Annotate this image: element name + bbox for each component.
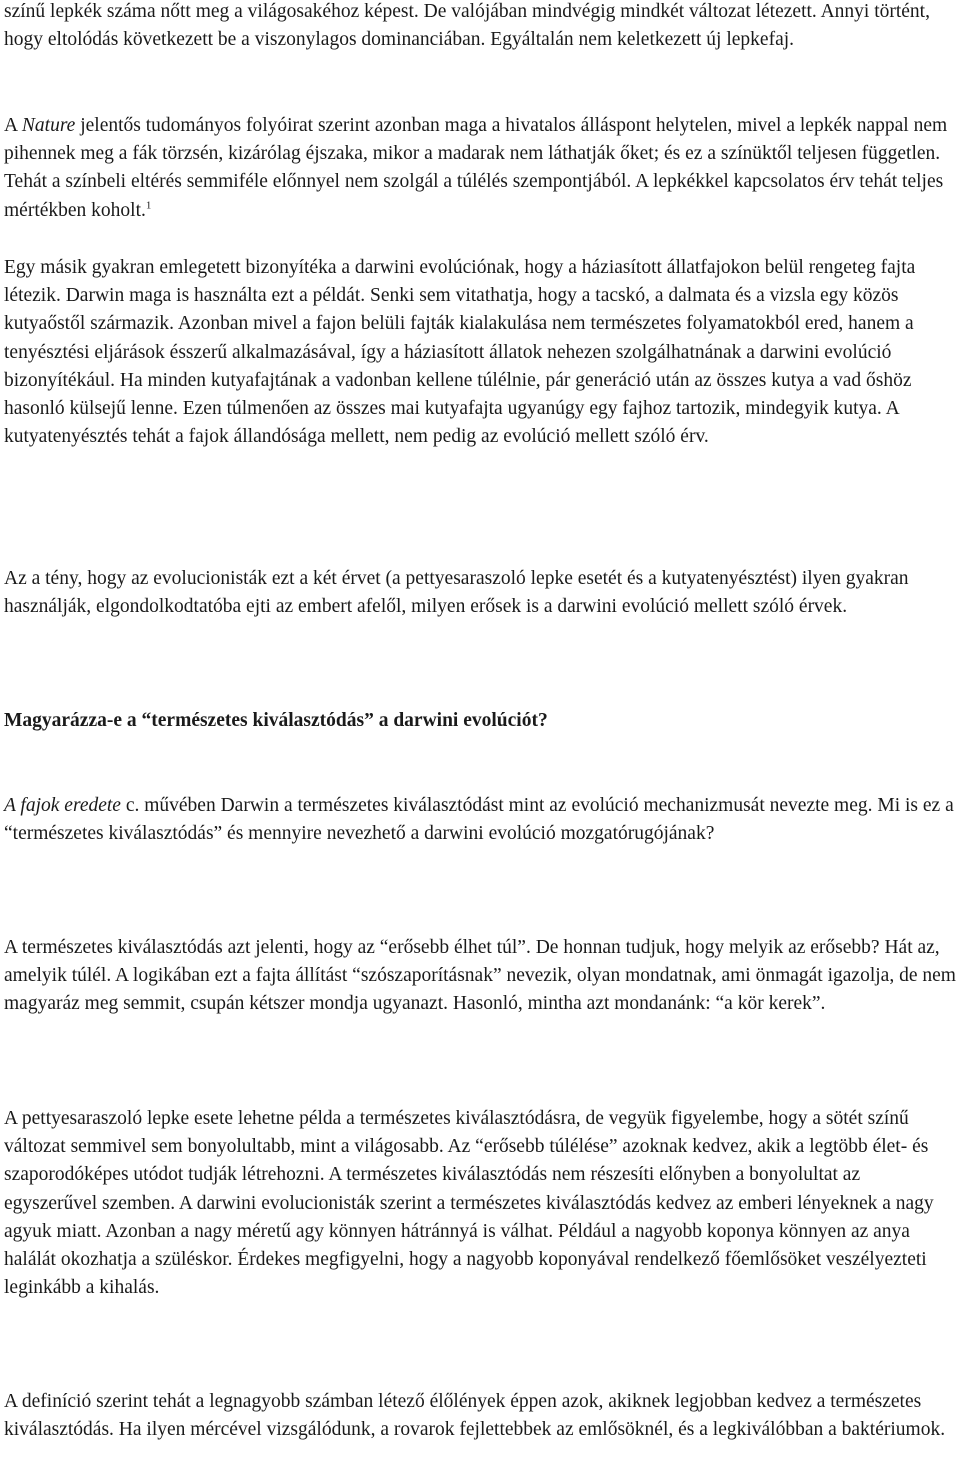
- paragraph-8: [4, 1388, 956, 1444]
- paragraph-3-text: Egy másik gyakran emlegetett bizonyítéka a darwini evolúciónak, hogy a háziasított állatfajokon belül rengeteg fajta létezik. Darwin maga is használta ezt a példát. Senki sem vitathatja, hogy a tacskó, a dalmata és a vizsla egy közös kutyaőstől származik. Azonban mivel a fajon belüli fajták kialakulása nem természetes folyamatokból ered, hanem a tenyésztési eljárások ésszerű alkalmazásával, így a háziasított állatok nehezen szolgálhatnának a darwini evolúció bizonyítékául. Ha minden kutyafajtának a vadonban kellene túlélnie, pár generáció után az összes kutya a vad őshöz hasonló külsejű lenne. Ezen túlmenően az összes mai kutyafajta ugyanúgy egy fajhoz tartozik, mindegyik kutya. A kutyatenyésztés tehát a fajok állandósága mellett, nem pedig az evolúció mellett szóló érv.: [4, 257, 916, 448]
- section-heading: [4, 707, 956, 735]
- paragraph-4-text: Az a tény, hogy az evolucionisták ezt a két érvet (a pettyesaraszoló lepke esetét és a kutyatenyésztést) ilyen gyakran használják, elgondolkodtatóba ejti az embert afelől, milyen erősek is a darwini evolúció mellett szóló érvek.: [4, 568, 909, 618]
- paragraph-1-text: színű lepkék száma nőtt meg a világosakéhoz képest. De valójában mindvégig mindkét változat létezett. Annyi történt, hogy eltolódás következett be a viszonylagos dominanciában. Egyáltalán nem keletkezett új lepkefaj.: [4, 1, 930, 51]
- paragraph-1: [4, 0, 956, 54]
- paragraph-4: [4, 565, 956, 621]
- book-title: A fajok eredete: [4, 795, 121, 816]
- paragraph-7: [4, 1105, 956, 1302]
- footnote-marker[interactable]: 1: [145, 199, 152, 212]
- paragraph-3: [4, 254, 956, 451]
- paragraph-2-prefix: A: [4, 115, 22, 136]
- paragraph-5: [4, 792, 956, 848]
- paragraph-6-text: A természetes kiválasztódás azt jelenti, hogy az “erősebb élhet túl”. De honnan tudjuk, hogy melyik az erősebb? Hát az, amelyik túlél. A logikában ezt a fajta állítást “szószaporításnak” nevezik, olyan mondatnak, ami önmagát igazolja, de nem magyaráz meg semmit, csupán kétszer mondja ugyanazt. Hasonló, mintha azt mondanánk: “a kör kerek”.: [4, 937, 956, 1015]
- paragraph-2: [4, 112, 956, 225]
- paragraph-8-text: A definíció szerint tehát a legnagyobb számban létező élőlények éppen azok, akiknek legjobban kedvez a természetes kiválasztódás. Ha ilyen mércével vizsgálódunk, a rovarok fejlettebbek az emlősöknél, és a legkiválóbban a baktériumok.: [4, 1391, 946, 1441]
- paragraph-7-text: A pettyesaraszoló lepke esete lehetne példa a természetes kiválasztódásra, de vegyük figyelembe, hogy a sötét színű változat semmivel sem bonyolultabb, mint a világosabb. Az “erősebb túlélése” azoknak kedvez, akik a legtöbb élet- és szaporodóképes utódot tudják létrehozni. A természetes kiválasztódás nem részesíti előnyben a bonyolultat az egyszerűvel szemben. A darwini evolucionisták szerint a természetes kiválasztódás kedvez az emberi lényeknek a nagy agyuk miatt. Azonban a nagy méretű agy könnyen hátránnyá is válhat. Például a nagyobb koponya könnyen az anya halálát okozhatja a szüléskor. Érdekes megfigyelni, hogy a nagyobb koponyával rendelkező főemlősöket veszélyezteti leginkább a kihalás.: [4, 1108, 934, 1299]
- journal-title: Nature: [21, 115, 76, 136]
- paragraph-5-text: c. művében Darwin a természetes kiválasztódást mint az evolúció mechanizmusát nevezte meg. Mi is ez a “természetes kiválasztódás” és mennyire nevezhető a darwini evolúció mozgatórugójának?: [4, 795, 954, 845]
- paragraph-2-text: jelentős tudományos folyóirat szerint azonban maga a hivatalos álláspont helytelen, mivel a lepkék nappal nem pihennek meg a fák törzsén, kizárólag éjszaka, mikor a madarak nem láthatják őket; és ez a színüktől teljesen független. Tehát a színbeli eltérés semmiféle előnnyel nem szolgál a túlélés szempontjából. A lepkékkel kapcsolatos érv tehát teljes mértékben koholt.: [4, 115, 948, 221]
- paragraph-6: [4, 934, 956, 1019]
- section-heading-text: Magyarázza-e a “természetes kiválasztódás” a darwini evolúciót?: [4, 710, 548, 731]
